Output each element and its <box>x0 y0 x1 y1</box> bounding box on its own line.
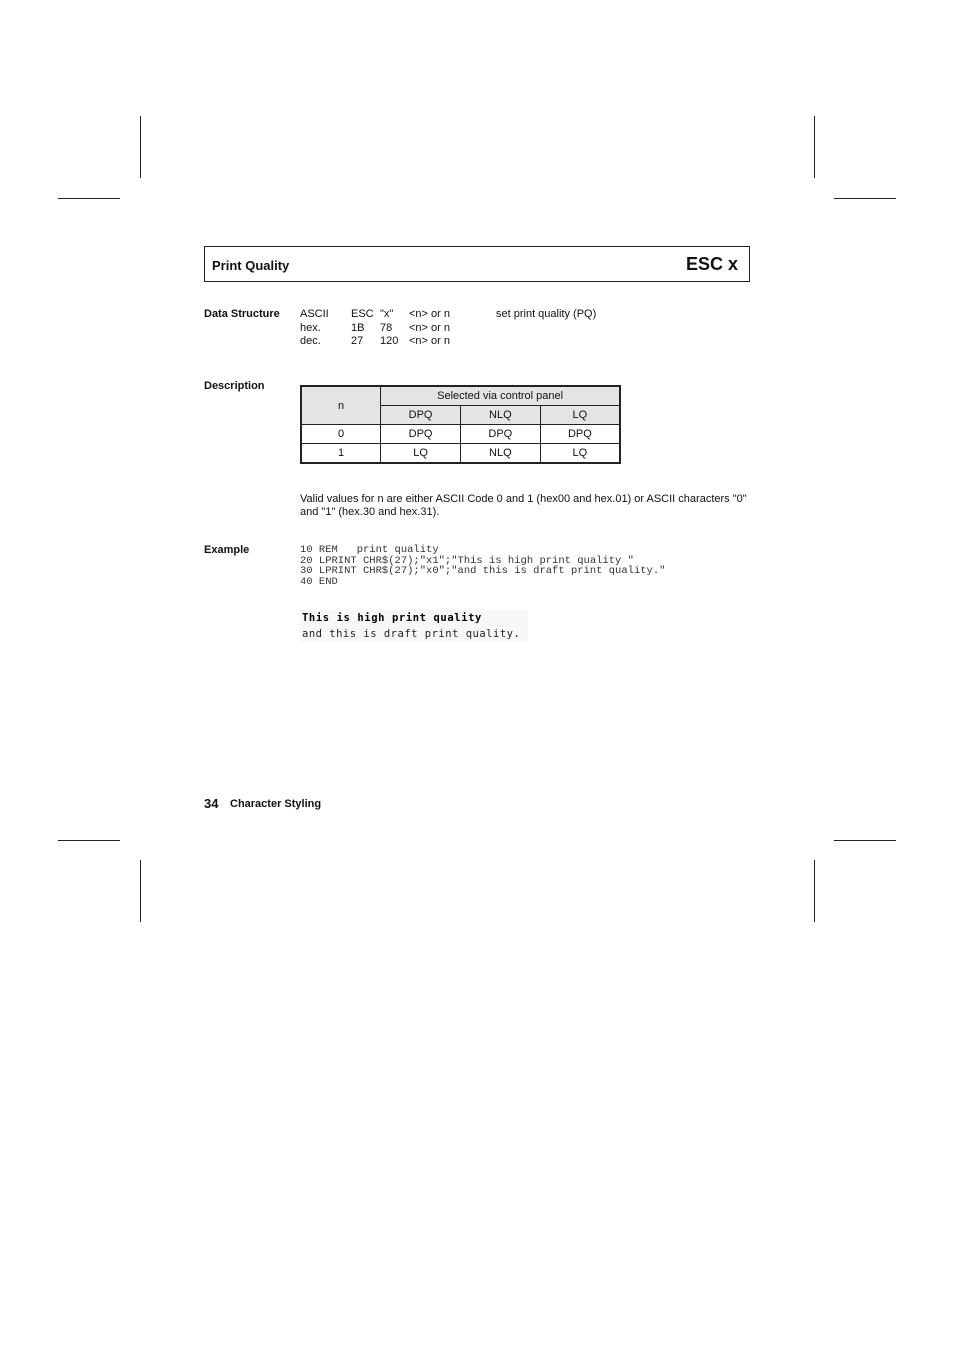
code-line: 10 REM print quality <box>300 544 439 556</box>
table-row <box>301 425 620 444</box>
table-cell: LQ <box>381 444 461 464</box>
ds-value: 120 <box>380 335 399 347</box>
table-cell-n: 1 <box>301 444 381 464</box>
description-paragraph: Valid values for n are either ASCII Code 0 and 1 (hex00 and hex.01) or ASCII characters "0" and "1" (hex.30 and hex.31). <box>300 493 747 518</box>
ds-param: <n> or n <box>409 322 450 334</box>
ds-value: 1B <box>351 322 365 334</box>
crop-mark <box>834 198 896 199</box>
output-line-draft: and this is draft print quality. <box>302 628 521 640</box>
ds-param: <n> or n <box>409 335 450 347</box>
table-cell: DPQ <box>540 425 620 444</box>
data-structure-label: Data Structure <box>204 308 280 320</box>
ds-param: <n> or n <box>409 308 450 320</box>
crop-mark <box>140 860 141 922</box>
table-header-cell: LQ <box>540 406 620 425</box>
table-cell: NLQ <box>460 444 540 464</box>
print-output-sample <box>300 610 528 642</box>
ds-value: "x" <box>380 308 394 320</box>
table-header-n: n <box>301 386 381 425</box>
table-cell: LQ <box>540 444 620 464</box>
table-cell-n: 0 <box>301 425 381 444</box>
print-quality-table <box>300 385 621 464</box>
code-listing <box>300 545 665 587</box>
ds-row-label: hex. <box>300 322 321 334</box>
crop-mark <box>140 116 141 178</box>
footer-section-title: Character Styling <box>230 798 322 810</box>
code-line: 20 LPRINT CHR$(27);"x1";"This is high print quality " <box>300 554 634 567</box>
ds-value: ESC <box>351 308 374 320</box>
crop-mark <box>814 116 815 178</box>
ds-value: 27 <box>351 335 364 347</box>
table-row <box>301 444 620 464</box>
code-line: 30 LPRINT CHR$(27);"x0";"and this is draft print quality." <box>300 565 666 577</box>
page-number: 34 <box>204 796 219 811</box>
crop-mark <box>58 198 120 199</box>
output-line-high-quality: This is high print quality <box>302 612 482 624</box>
command-code: ESC x <box>685 254 738 274</box>
command-header <box>204 246 750 282</box>
crop-mark <box>814 860 815 922</box>
page-title: Print Quality <box>212 258 290 273</box>
description-label: Description <box>204 380 265 392</box>
table-cell: DPQ <box>460 425 540 444</box>
ds-note: set print quality (PQ) <box>496 308 597 320</box>
table-header-cell: DPQ <box>381 406 461 425</box>
code-line: 40 END <box>300 575 338 588</box>
table-header-cell: NLQ <box>460 406 540 425</box>
ds-row-label: ASCII <box>300 308 329 320</box>
ds-value: 78 <box>380 322 393 334</box>
crop-mark <box>58 840 120 841</box>
example-label: Example <box>204 544 250 556</box>
ds-row-label: dec. <box>300 335 321 347</box>
crop-mark <box>834 840 896 841</box>
table-cell: DPQ <box>381 425 461 444</box>
table-header-group: Selected via control panel <box>381 386 620 406</box>
